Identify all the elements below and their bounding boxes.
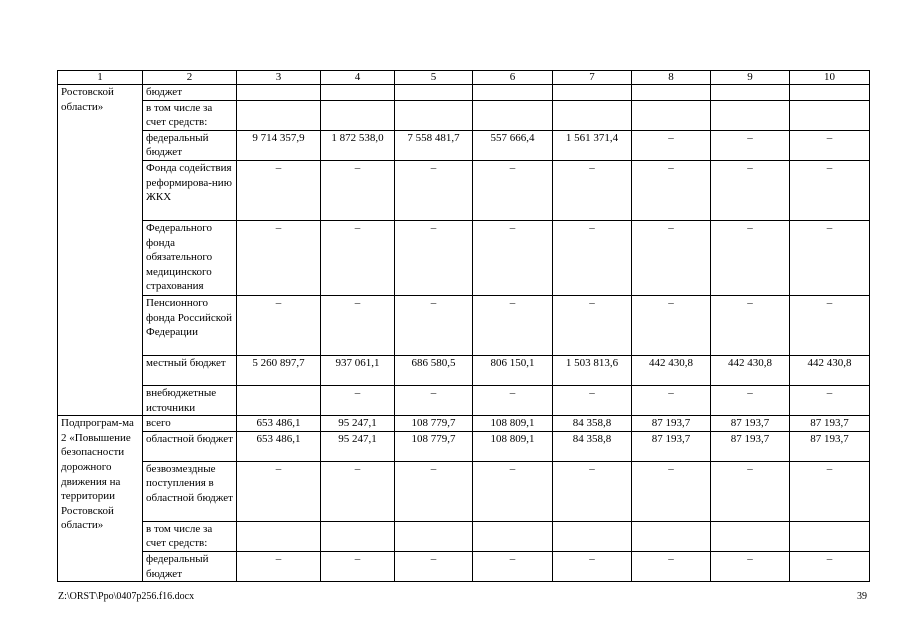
value-cell: 1 872 538,0 [321,130,395,160]
value-cell: – [790,130,870,160]
value-cell: – [321,160,395,220]
value-cell: – [632,461,711,521]
value-cell: – [553,461,632,521]
budget-table [57,70,870,582]
row-label: Фонда содействия реформирова-нию ЖКХ [143,160,237,220]
header-row [58,71,870,85]
value-cell: – [553,220,632,295]
row-label: в том числе за счет средств: [143,521,237,551]
value-cell [632,521,711,551]
value-cell: – [395,295,473,355]
row-label: в том числе за счет средств: [143,100,237,130]
value-cell [321,100,395,130]
column-header: 1 [58,71,143,85]
table-row [58,85,870,101]
value-cell: – [711,220,790,295]
value-cell: 442 430,8 [632,355,711,385]
value-cell [395,100,473,130]
value-cell: – [553,551,632,581]
value-cell [711,85,790,101]
value-cell: 7 558 481,7 [395,130,473,160]
value-cell: – [790,551,870,581]
value-cell: 686 580,5 [395,355,473,385]
value-cell: 442 430,8 [711,355,790,385]
value-cell: – [553,385,632,415]
value-cell: – [711,385,790,415]
value-cell [473,100,553,130]
table-row [58,355,870,385]
value-cell [237,100,321,130]
value-cell: 87 193,7 [632,431,711,461]
value-cell: – [321,220,395,295]
value-cell [237,85,321,101]
table-row [58,130,870,160]
value-cell [790,521,870,551]
value-cell: 653 486,1 [237,431,321,461]
row-label: всего [143,416,237,432]
row-label: бюджет [143,85,237,101]
value-cell: – [711,461,790,521]
row-label: федеральный бюджет [143,130,237,160]
value-cell: 95 247,1 [321,416,395,432]
value-cell [321,521,395,551]
value-cell: 87 193,7 [711,431,790,461]
value-cell [395,85,473,101]
value-cell: – [790,160,870,220]
value-cell [790,85,870,101]
row-label: внебюджетные источники [143,385,237,415]
value-cell: – [473,220,553,295]
value-cell [237,521,321,551]
value-cell: – [395,385,473,415]
table-row [58,100,870,130]
table-row [58,295,870,355]
value-cell: – [321,385,395,415]
column-header: 5 [395,71,473,85]
value-cell: 108 809,1 [473,431,553,461]
value-cell [473,85,553,101]
value-cell: – [553,160,632,220]
value-cell [553,85,632,101]
value-cell: – [632,130,711,160]
column-header: 9 [711,71,790,85]
value-cell: 84 358,8 [553,431,632,461]
group-label-region: Ростовской области» [58,85,143,416]
value-cell: 87 193,7 [790,416,870,432]
table-row [58,385,870,415]
value-cell: – [711,551,790,581]
value-cell: – [473,295,553,355]
row-label: областной бюджет [143,431,237,461]
value-cell: 1 561 371,4 [553,130,632,160]
value-cell: – [790,220,870,295]
table-row [58,461,870,521]
table-row [58,521,870,551]
value-cell: 653 486,1 [237,416,321,432]
value-cell [632,100,711,130]
column-header: 4 [321,71,395,85]
value-cell: 108 779,7 [395,416,473,432]
value-cell [553,100,632,130]
column-header: 2 [143,71,237,85]
value-cell: – [790,385,870,415]
column-header: 10 [790,71,870,85]
value-cell: – [632,551,711,581]
value-cell [473,521,553,551]
value-cell: – [711,160,790,220]
value-cell: – [395,220,473,295]
value-cell: – [395,551,473,581]
row-label: Федерального фонда обязательного медицинского страхования [143,220,237,295]
value-cell: – [237,220,321,295]
value-cell: – [321,551,395,581]
value-cell: – [237,160,321,220]
value-cell: – [473,160,553,220]
value-cell [711,521,790,551]
value-cell: – [237,551,321,581]
value-cell: – [632,160,711,220]
value-cell: – [790,461,870,521]
value-cell: – [395,160,473,220]
value-cell: 9 714 357,9 [237,130,321,160]
value-cell: 442 430,8 [790,355,870,385]
value-cell: 108 779,7 [395,431,473,461]
column-header: 8 [632,71,711,85]
value-cell: – [473,385,553,415]
value-cell: – [711,130,790,160]
table-row [58,431,870,461]
value-cell: 87 193,7 [711,416,790,432]
value-cell [395,521,473,551]
value-cell: – [632,385,711,415]
value-cell: – [237,295,321,355]
value-cell: – [237,461,321,521]
value-cell [553,521,632,551]
row-label: местный бюджет [143,355,237,385]
table-row [58,220,870,295]
value-cell: 806 150,1 [473,355,553,385]
value-cell: 1 503 813,6 [553,355,632,385]
value-cell: 84 358,8 [553,416,632,432]
value-cell: – [395,461,473,521]
value-cell [237,385,321,415]
table-row [58,416,870,432]
column-header: 6 [473,71,553,85]
value-cell: 95 247,1 [321,431,395,461]
value-cell: 87 193,7 [632,416,711,432]
value-cell: – [321,461,395,521]
column-header: 7 [553,71,632,85]
row-label: Пенсионного фонда Российской Федерации [143,295,237,355]
value-cell: – [473,461,553,521]
value-cell: 937 061,1 [321,355,395,385]
value-cell: – [711,295,790,355]
table-row [58,160,870,220]
value-cell [711,100,790,130]
row-label: федеральный бюджет [143,551,237,581]
value-cell [632,85,711,101]
group-label-subprogram: Подпрограм-ма 2 «Повышение безопасности дорожного движения на территории Ростовской области» [58,416,143,582]
file-path: Z:\ORST\Ppo\0407p256.f16.docx [58,591,195,602]
value-cell: – [321,295,395,355]
value-cell: – [632,295,711,355]
value-cell: 5 260 897,7 [237,355,321,385]
value-cell: 108 809,1 [473,416,553,432]
value-cell: – [553,295,632,355]
value-cell: – [632,220,711,295]
value-cell: 557 666,4 [473,130,553,160]
value-cell: – [473,551,553,581]
column-header: 3 [237,71,321,85]
table-row [58,551,870,581]
value-cell: – [790,295,870,355]
value-cell [321,85,395,101]
row-label: безвозмездные поступления в областной бюджет [143,461,237,521]
page-number: 39 [857,591,867,602]
value-cell: 87 193,7 [790,431,870,461]
value-cell [790,100,870,130]
